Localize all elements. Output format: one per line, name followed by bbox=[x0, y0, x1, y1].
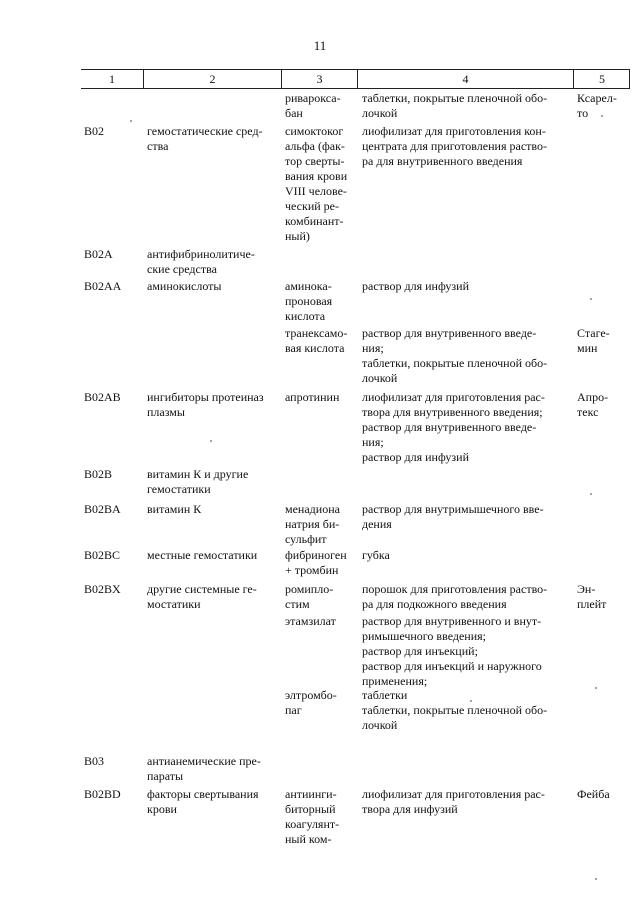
group-name-cell: антианемические пре- параты bbox=[147, 754, 261, 783]
scan-speck bbox=[595, 878, 597, 880]
inn-cell: транексамо- вая кислота bbox=[285, 326, 348, 355]
inn-cell: апротинин bbox=[285, 390, 340, 404]
dosage-form-cell: раствор для инфузий bbox=[362, 279, 469, 293]
header-col-4: 4 bbox=[357, 70, 573, 88]
inn-cell: этамзилат bbox=[285, 614, 336, 628]
atc-code-cell: B02 bbox=[84, 124, 105, 138]
atc-code-cell: B02BX bbox=[84, 582, 121, 596]
header-col-2: 2 bbox=[143, 70, 281, 88]
atc-code-cell: B02BA bbox=[84, 502, 121, 516]
atc-code-cell: B02BD bbox=[84, 787, 121, 801]
group-name-cell: витамин К и другие гемостатики bbox=[147, 467, 249, 496]
inn-cell: антиинги- биторный коагулянт- ный ком- bbox=[285, 787, 340, 846]
inn-cell: симоктоког альфа (фак- тор сверты- вания крови VIII челове- ческий ре- комбинант- ный) bbox=[285, 124, 348, 243]
atc-code-cell: B02BC bbox=[84, 548, 121, 562]
page-number: 11 bbox=[313, 38, 327, 53]
group-name-cell: другие системные ге- мостатики bbox=[147, 582, 257, 611]
scan-speck bbox=[130, 120, 132, 122]
dosage-form-cell: лиофилизат для приготовления рас- твора для инфузий bbox=[362, 787, 545, 816]
header-col-3: 3 bbox=[281, 70, 357, 88]
atc-code-cell: B03 bbox=[84, 754, 105, 768]
scan-speck bbox=[590, 493, 592, 495]
scan-speck bbox=[470, 700, 472, 702]
header-col-1: 1 bbox=[109, 72, 115, 86]
dosage-form-cell: раствор для внутривенного и внут- римышечного введения; раствор для инъекций; раствор для инъекций и наружного применения; bbox=[362, 614, 542, 688]
header-col-5: 5 bbox=[573, 70, 630, 88]
dosage-form-cell: лиофилизат для приготовления рас- твора для внутривенного введения; раствор для внутривенного введе- ния; раствор для инфузий bbox=[362, 390, 545, 464]
atc-code-cell: B02B bbox=[84, 467, 113, 481]
dosage-form-cell: лиофилизат для приготовления кон- центрата для приготовления раство- ра для внутривенного введения bbox=[362, 124, 547, 168]
inn-cell: риварокса- бан bbox=[285, 91, 341, 120]
scan-speck bbox=[595, 687, 597, 689]
table-header bbox=[81, 69, 630, 89]
dosage-form-cell: порошок для приготовления раство- ра для подкожного введения bbox=[362, 582, 548, 611]
group-name-cell: ингибиторы протеиназ плазмы bbox=[147, 390, 264, 419]
group-name-cell: гемостатические сред- ства bbox=[147, 124, 263, 153]
inn-cell: менадиона натрия би- сульфит bbox=[285, 502, 340, 546]
group-name-cell: аминокислоты bbox=[147, 279, 222, 293]
inn-cell: элтромбо- паг bbox=[285, 688, 337, 717]
group-name-cell: факторы свертывания крови bbox=[147, 787, 259, 816]
trade-name-cell: Фейба bbox=[577, 787, 610, 801]
inn-cell: фибриноген + тромбин bbox=[285, 548, 347, 577]
atc-code-cell: B02AB bbox=[84, 390, 121, 404]
dosage-form-cell: раствор для внутримышечного вве- дения bbox=[362, 502, 544, 531]
inn-cell: аминока- проновая кислота bbox=[285, 279, 333, 323]
atc-code-cell: B02AA bbox=[84, 279, 122, 293]
scan-speck bbox=[590, 298, 592, 300]
dosage-form-cell: губка bbox=[362, 548, 390, 562]
trade-name-cell: Апро- текс bbox=[577, 390, 609, 419]
dosage-form-cell: таблетки, покрытые пленочной обо- лочкой bbox=[362, 91, 548, 120]
group-name-cell: местные гемостатики bbox=[147, 548, 258, 562]
group-name-cell: витамин К bbox=[147, 502, 202, 516]
dosage-form-cell: таблетки таблетки, покрытые пленочной обо- лочкой bbox=[362, 688, 548, 732]
scan-speck bbox=[210, 440, 212, 442]
trade-name-cell: Ксарел- то bbox=[577, 91, 617, 120]
trade-name-cell: Стаге- мин bbox=[577, 326, 610, 355]
dosage-form-cell: раствор для внутривенного введе- ния; таблетки, покрытые пленочной обо- лочкой bbox=[362, 326, 548, 385]
scan-speck bbox=[601, 115, 603, 117]
group-name-cell: антифибринолитиче- ские средства bbox=[147, 247, 255, 276]
trade-name-cell: Эн- плейт bbox=[577, 582, 607, 611]
header-right-edge bbox=[629, 70, 630, 88]
inn-cell: ромипло- стим bbox=[285, 582, 334, 611]
atc-code-cell: B02A bbox=[84, 247, 113, 261]
